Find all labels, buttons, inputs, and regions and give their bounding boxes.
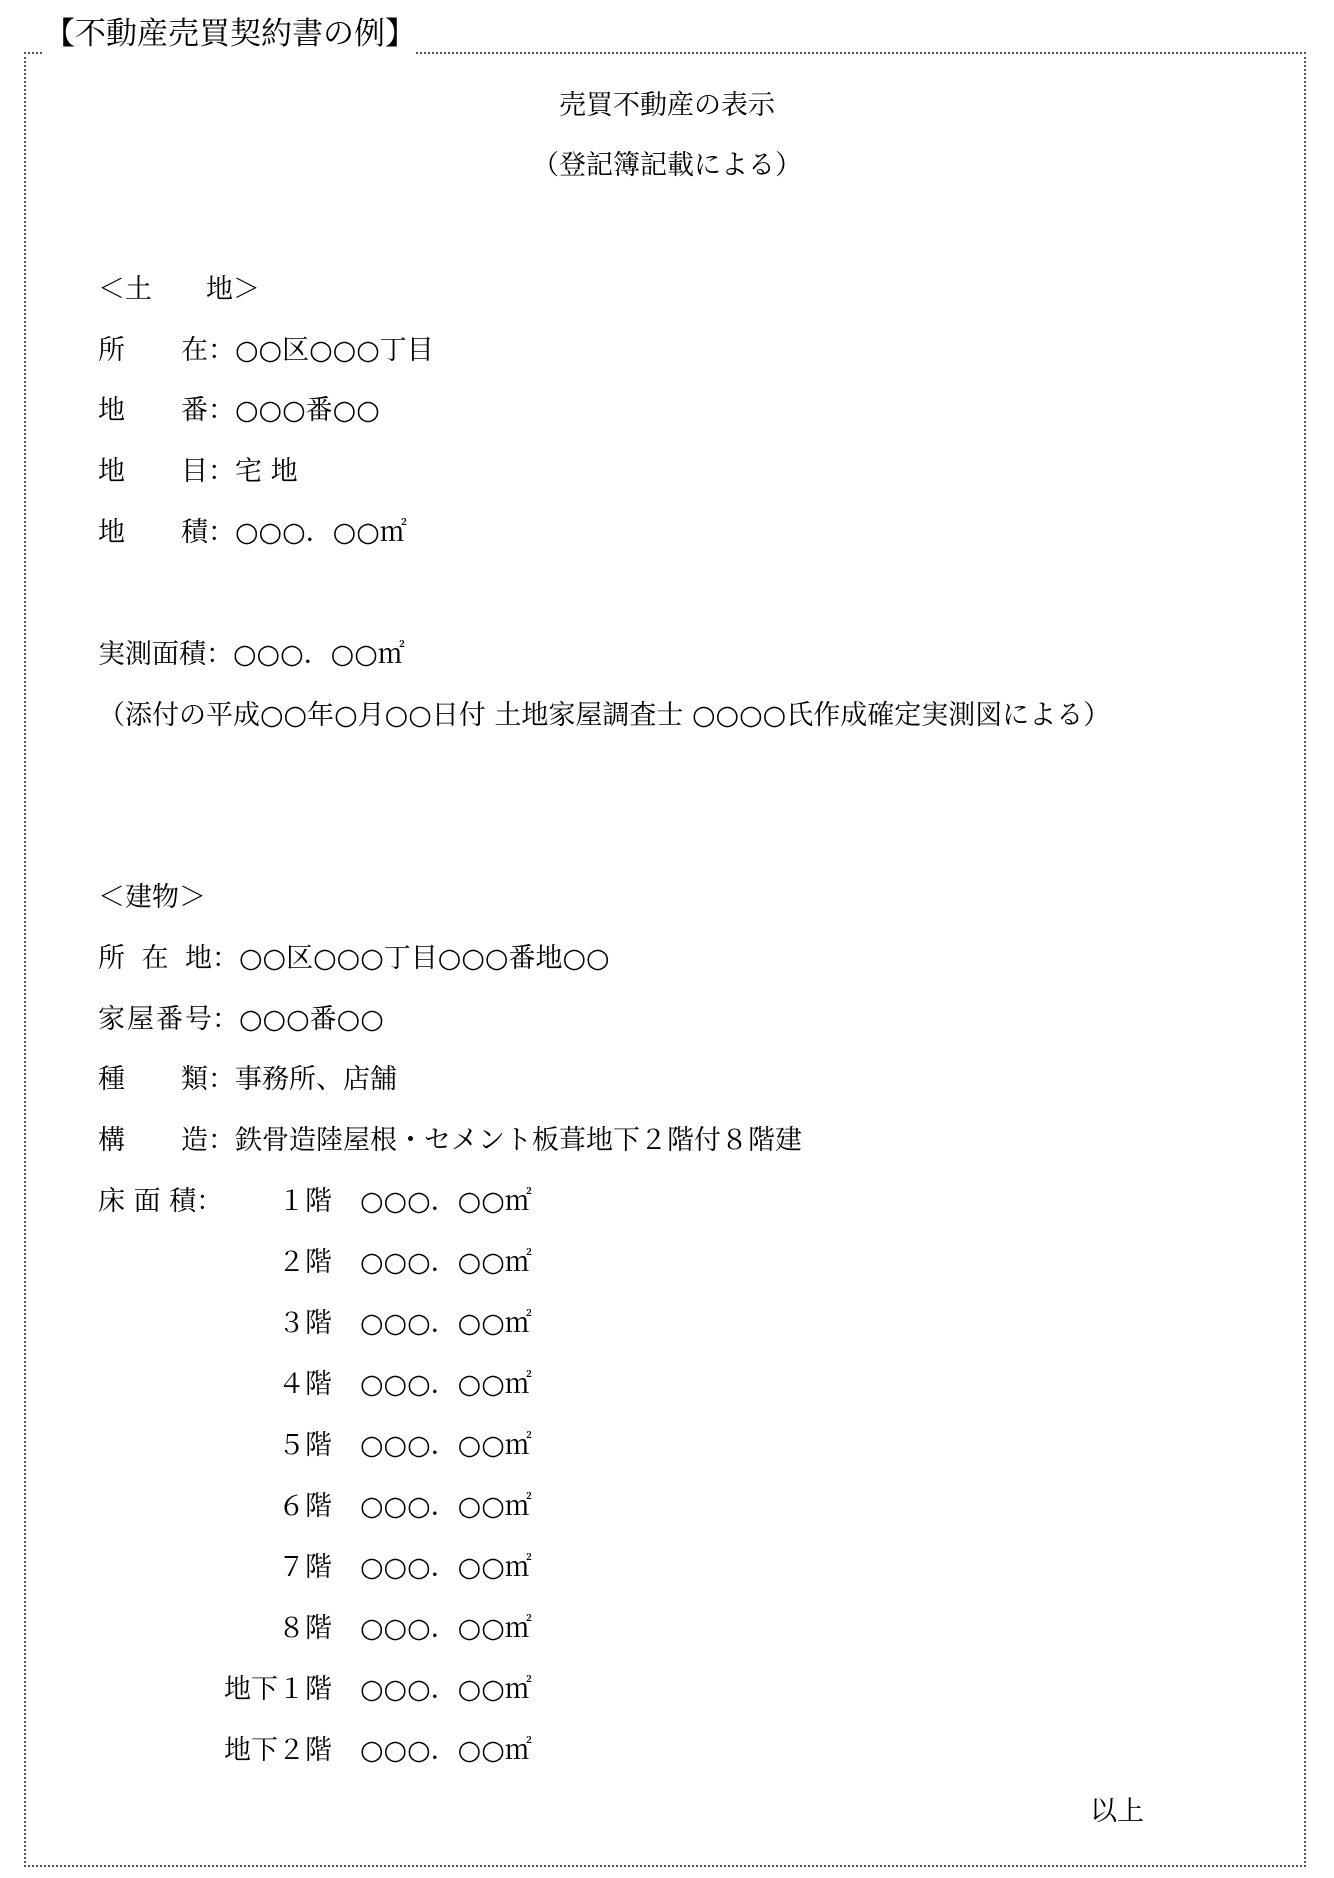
floor-row bbox=[212, 1306, 532, 1342]
floor-name: ８階 bbox=[278, 1613, 332, 1644]
floor-area-value: ○○○．○○㎡ bbox=[360, 1491, 532, 1522]
measured-area-label: 実測面積 bbox=[98, 639, 206, 670]
document-subtitle: （登記簿記載による） bbox=[532, 150, 802, 181]
building-type-label: 種 類 bbox=[98, 1064, 208, 1095]
floor-row bbox=[212, 1245, 532, 1281]
land-category-label: 地 目 bbox=[98, 456, 208, 487]
building-location-label: 所 在 地 bbox=[98, 943, 212, 974]
floor-row bbox=[212, 1550, 532, 1586]
building-structure-value: ：鉄骨造陸屋根・セメント板葺地下２階付８階建 bbox=[208, 1125, 802, 1156]
floor-row bbox=[212, 1489, 532, 1525]
building-location-value: ：○○区○○○丁目○○○番地○○ bbox=[212, 943, 610, 974]
measured-area-value: ：○○○．○○㎡ bbox=[206, 639, 405, 670]
building-structure-label: 構 造 bbox=[98, 1125, 208, 1156]
floor-area-label: 床 面 積： bbox=[98, 1186, 224, 1217]
floor-row bbox=[212, 1367, 532, 1403]
measured-area-row bbox=[98, 637, 405, 673]
land-category-value: ：宅 地 bbox=[208, 456, 298, 487]
building-location-row bbox=[98, 941, 610, 977]
floor-name: 地下２階 bbox=[224, 1735, 332, 1766]
land-lot-number-row bbox=[98, 393, 380, 429]
land-section-label: ＜土 地＞ bbox=[98, 274, 260, 305]
floor-row bbox=[212, 1672, 532, 1708]
building-section-label: ＜建物＞ bbox=[98, 882, 206, 913]
land-lot-number-value: ：○○○番○○ bbox=[208, 395, 380, 426]
floor-area-value: ○○○．○○㎡ bbox=[360, 1186, 532, 1217]
floor-row bbox=[212, 1184, 532, 1220]
floor-name: ３階 bbox=[278, 1308, 332, 1339]
floor-row bbox=[212, 1428, 532, 1464]
floor-name: ７階 bbox=[278, 1552, 332, 1583]
land-area-label: 地 積 bbox=[98, 517, 208, 548]
floor-area-value: ○○○．○○㎡ bbox=[360, 1613, 532, 1644]
building-house-number-value: ：○○○番○○ bbox=[212, 1004, 384, 1035]
floor-name: ２階 bbox=[278, 1247, 332, 1278]
document-title: 売買不動産の表示 bbox=[559, 90, 775, 121]
land-location-row bbox=[98, 333, 434, 369]
floor-name: 地下１階 bbox=[224, 1674, 332, 1705]
building-house-number-label: 家屋番号 bbox=[98, 1004, 212, 1035]
floor-name: １階 bbox=[278, 1186, 332, 1217]
building-type-value: ：事務所、店舗 bbox=[208, 1064, 397, 1095]
floor-area-value: ○○○．○○㎡ bbox=[360, 1735, 532, 1766]
building-structure-row bbox=[98, 1123, 802, 1159]
floor-area-value: ○○○．○○㎡ bbox=[360, 1308, 532, 1339]
floor-row bbox=[212, 1733, 532, 1769]
closing-text: 以上 bbox=[1090, 1796, 1144, 1827]
floor-area-value: ○○○．○○㎡ bbox=[360, 1552, 532, 1583]
floor-name: ５階 bbox=[278, 1430, 332, 1461]
building-type-row bbox=[98, 1062, 397, 1098]
floor-area-value: ○○○．○○㎡ bbox=[360, 1674, 532, 1705]
land-area-row bbox=[98, 515, 407, 551]
measured-area-note: （添付の平成○○年○月○○日付 土地家屋調査士 ○○○○氏作成確定実測図による） bbox=[98, 700, 1111, 731]
floor-area-value: ○○○．○○㎡ bbox=[360, 1430, 532, 1461]
floor-area-value: ○○○．○○㎡ bbox=[360, 1369, 532, 1400]
floor-area-value: ○○○．○○㎡ bbox=[360, 1247, 532, 1278]
land-area-value: ：○○○．○○㎡ bbox=[208, 517, 407, 548]
land-location-label: 所 在 bbox=[98, 335, 208, 366]
land-category-row bbox=[98, 454, 298, 490]
floor-row bbox=[212, 1611, 532, 1647]
land-lot-number-label: 地 番 bbox=[98, 395, 208, 426]
document-heading: 【不動産売買契約書の例】 bbox=[44, 16, 416, 52]
floor-name: ６階 bbox=[278, 1491, 332, 1522]
floor-name: ４階 bbox=[278, 1369, 332, 1400]
building-house-number-row bbox=[98, 1002, 384, 1038]
land-location-value: ：○○区○○○丁目 bbox=[208, 335, 434, 366]
